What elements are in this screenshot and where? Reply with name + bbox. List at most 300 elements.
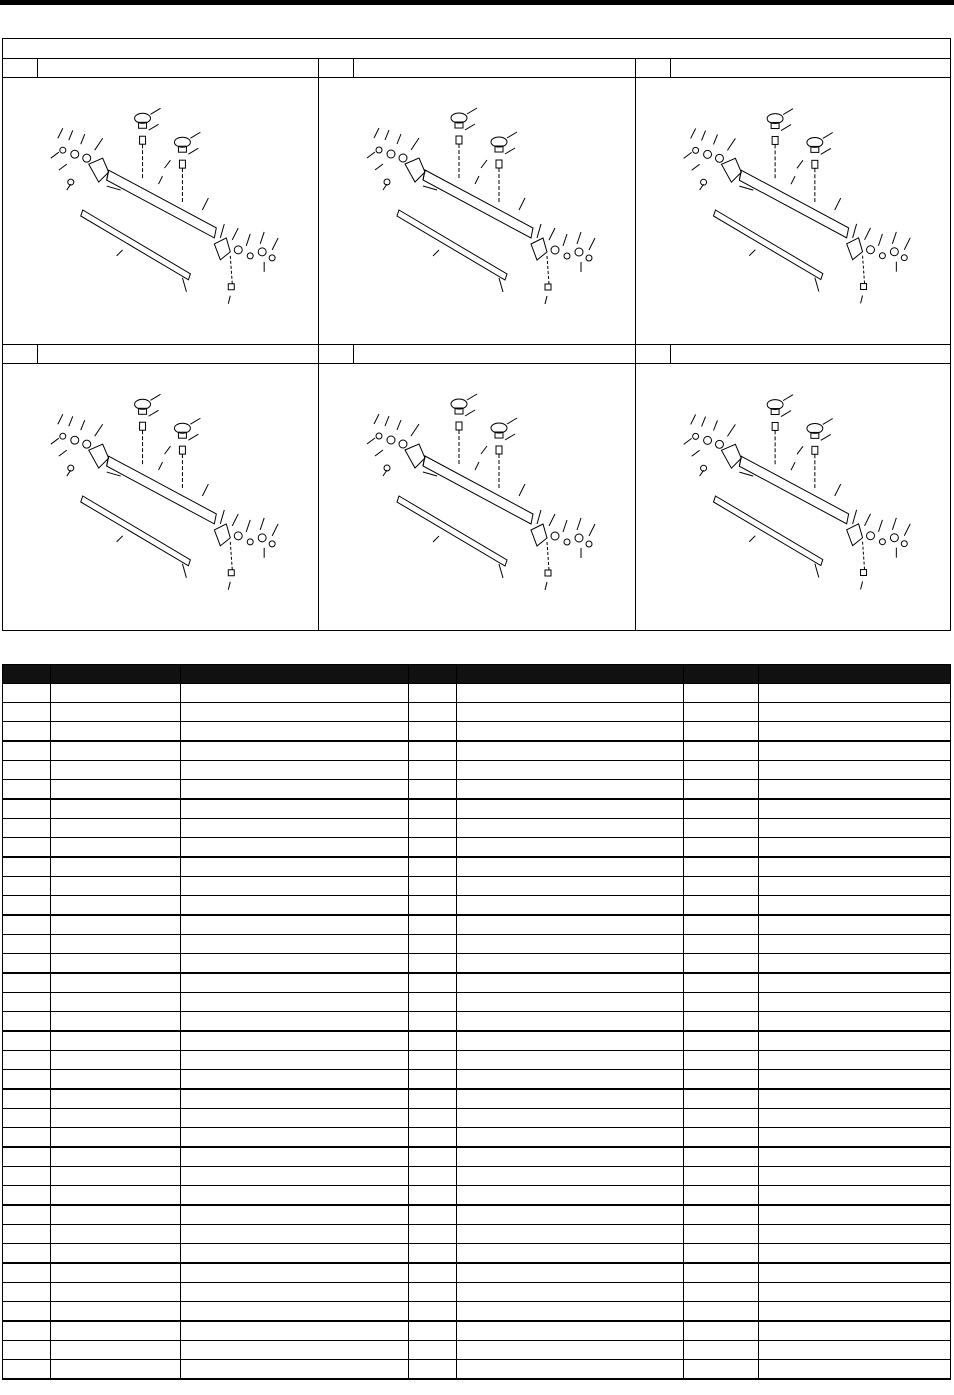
table-cell [409,1302,457,1322]
table-cell [684,819,759,838]
col-header [684,665,759,684]
table-cell [684,1070,759,1090]
table-cell [3,1167,51,1186]
table-cell [457,761,684,780]
table-cell [409,838,457,858]
table-cell [409,799,457,819]
table-cell [181,780,409,800]
table-cell [3,935,51,954]
table-cell [457,1109,684,1128]
table-cell [51,896,181,916]
panel-header [636,345,950,364]
panel-header [636,59,950,78]
table-cell [759,1031,951,1051]
table-cell [409,896,457,916]
table-cell [457,819,684,838]
table-cell [181,703,409,722]
table-cell [181,741,409,761]
diagram-panel [3,59,319,345]
table-cell [3,915,51,935]
table-cell [684,1321,759,1341]
table-cell [3,1051,51,1070]
exploded-drawing [636,78,950,344]
table-cell [759,973,951,993]
table-cell [457,1089,684,1109]
exploded-drawing [319,364,635,630]
table-cell [3,1283,51,1302]
table-cell [457,1128,684,1148]
table-cell [759,1167,951,1186]
table-cell [409,1128,457,1148]
table-cell [51,1012,181,1032]
table-cell [457,896,684,916]
table-cell [3,1089,51,1109]
table-cell [181,1225,409,1244]
table-cell [51,993,181,1012]
col-header [51,665,181,684]
panel-number-cell [3,345,38,363]
table-cell [409,722,457,742]
table-cell [684,1089,759,1109]
table-cell [409,915,457,935]
table-cell [3,1263,51,1283]
table-cell [51,1109,181,1128]
table-cell [684,722,759,742]
table-row [3,722,951,742]
table-cell [51,1283,181,1302]
table-cell [457,935,684,954]
table-cell [684,954,759,974]
table-cell [409,1109,457,1128]
table-cell [457,1167,684,1186]
table-row [3,1089,951,1109]
table-cell [457,684,684,703]
table-cell [3,1031,51,1051]
table-cell [759,1360,951,1380]
table-cell [51,1321,181,1341]
table-cell [409,1147,457,1167]
table-cell [457,703,684,722]
table-cell [181,993,409,1012]
table-cell [409,1051,457,1070]
col-header [457,665,684,684]
table-row [3,819,951,838]
table-cell [409,741,457,761]
table-cell [759,857,951,877]
table-cell [684,1167,759,1186]
table-cell [457,1244,684,1264]
exploded-drawing [3,364,318,630]
table-cell [457,1341,684,1360]
table-cell [51,684,181,703]
table-cell [457,1302,684,1322]
table-cell [51,1225,181,1244]
table-row [3,1321,951,1341]
table-cell [51,1070,181,1090]
table-row [3,1186,951,1206]
table-cell [181,1263,409,1283]
table-row [3,1225,951,1244]
table-cell [457,1205,684,1225]
table-cell [684,877,759,896]
table-cell [409,1031,457,1051]
table-cell [457,857,684,877]
table-cell [684,973,759,993]
table-cell [409,1070,457,1090]
table-cell [3,838,51,858]
frame-header [3,39,950,59]
table-cell [457,1283,684,1302]
table-header-row [3,665,951,684]
table-cell [3,741,51,761]
table-cell [684,896,759,916]
col-header [409,665,457,684]
table-cell [181,1283,409,1302]
table-cell [181,1031,409,1051]
table-cell [759,1109,951,1128]
table-cell [3,857,51,877]
table-cell [684,857,759,877]
table-row [3,857,951,877]
table-row [3,780,951,800]
blade-assembly-illustration [636,364,950,630]
blade-assembly-illustration [3,78,318,344]
table-cell [409,1089,457,1109]
table-row [3,1302,951,1322]
table-cell [409,1283,457,1302]
panel-header [3,345,318,364]
table-cell [51,877,181,896]
table-cell [759,896,951,916]
table-row [3,761,951,780]
table-row [3,1012,951,1032]
blade-assembly-illustration [636,78,950,344]
table-cell [759,877,951,896]
table-row [3,703,951,722]
table-cell [181,1070,409,1090]
table-row [3,1128,951,1148]
col-header [759,665,951,684]
table-cell [457,1186,684,1206]
table-cell [181,857,409,877]
table-cell [51,1147,181,1167]
table-cell [684,1147,759,1167]
table-cell [457,1147,684,1167]
table-cell [684,1051,759,1070]
table-cell [51,973,181,993]
table-cell [3,896,51,916]
table-cell [3,1109,51,1128]
table-cell [181,1147,409,1167]
table-row [3,915,951,935]
table-cell [51,819,181,838]
table-row [3,1341,951,1360]
table-row [3,1109,951,1128]
diagram-panel [3,345,319,630]
table-cell [684,915,759,935]
table-cell [409,1225,457,1244]
table-cell [457,1263,684,1283]
table-cell [181,838,409,858]
table-cell [684,1186,759,1206]
table-cell [759,722,951,742]
table-cell [3,684,51,703]
table-cell [759,703,951,722]
table-cell [3,1205,51,1225]
table-cell [457,741,684,761]
table-cell [181,1321,409,1341]
table-cell [457,1051,684,1070]
table-row [3,799,951,819]
table-cell [51,954,181,974]
table-cell [3,1321,51,1341]
exploded-drawing [319,78,635,344]
table-row [3,1360,951,1380]
table-cell [181,1244,409,1264]
table-cell [409,1205,457,1225]
table-cell [409,703,457,722]
table-cell [51,935,181,954]
table-cell [759,1186,951,1206]
table-cell [409,857,457,877]
table-cell [684,761,759,780]
col-header [3,665,51,684]
table-cell [51,1167,181,1186]
exploded-drawing [636,364,950,630]
table-cell [684,1109,759,1128]
table-cell [759,1012,951,1032]
table-cell [51,761,181,780]
table-cell [457,1225,684,1244]
table-row [3,896,951,916]
exploded-drawing [3,78,318,344]
table-row [3,1283,951,1302]
table-cell [457,1031,684,1051]
table-cell [457,780,684,800]
table-cell [3,1012,51,1032]
panel-number-cell [3,59,38,77]
table-cell [684,1128,759,1148]
table-row [3,877,951,896]
table-cell [759,1089,951,1109]
table-cell [684,799,759,819]
table-cell [759,935,951,954]
diagram-panel [636,345,950,630]
table-cell [759,780,951,800]
table-cell [409,1321,457,1341]
table-cell [51,799,181,819]
table-cell [181,1089,409,1109]
table-cell [181,761,409,780]
table-cell [409,993,457,1012]
table-cell [457,1360,684,1380]
table-cell [409,761,457,780]
table-cell [759,1205,951,1225]
table-cell [409,973,457,993]
table-cell [181,896,409,916]
table-cell [684,993,759,1012]
panel-number-cell [319,59,354,77]
col-header [181,665,409,684]
table-cell [181,1205,409,1225]
table-cell [759,1263,951,1283]
panel-number-cell [636,345,671,363]
table-cell [181,799,409,819]
table-cell [51,1263,181,1283]
table-cell [457,915,684,935]
table-cell [51,703,181,722]
table-cell [181,1360,409,1380]
table-cell [51,1051,181,1070]
blade-assembly-illustration [319,364,635,630]
table-cell [759,1302,951,1322]
table-cell [51,1302,181,1322]
table-cell [684,703,759,722]
table-cell [457,722,684,742]
table-cell [684,780,759,800]
table-cell [759,684,951,703]
table-cell [3,877,51,896]
table-cell [51,1341,181,1360]
table-cell [684,684,759,703]
table-row [3,973,951,993]
table-cell [684,1205,759,1225]
table-cell [181,935,409,954]
table-cell [3,1225,51,1244]
table-cell [3,1302,51,1322]
table-row [3,1070,951,1090]
table-cell [181,1167,409,1186]
table-cell [51,780,181,800]
table-cell [3,1147,51,1167]
table-cell [409,780,457,800]
table-cell [684,1012,759,1032]
table-cell [181,1109,409,1128]
table-cell [759,1341,951,1360]
table-cell [457,993,684,1012]
table-cell [759,1225,951,1244]
table-cell [51,722,181,742]
table-cell [181,819,409,838]
table-cell [457,954,684,974]
table-cell [3,973,51,993]
table-cell [759,1147,951,1167]
table-cell [181,1341,409,1360]
table-cell [759,1128,951,1148]
diagram-panel [636,59,950,345]
table-cell [3,703,51,722]
table-cell [51,1089,181,1109]
table-cell [759,741,951,761]
table-row [3,1263,951,1283]
table-cell [409,1360,457,1380]
table-cell [409,819,457,838]
table-row [3,1244,951,1264]
table-cell [3,1070,51,1090]
table-cell [684,741,759,761]
table-cell [457,877,684,896]
table-cell [51,1244,181,1264]
table-row [3,1147,951,1167]
table-cell [759,1244,951,1264]
table-cell [684,1031,759,1051]
table-row [3,1167,951,1186]
table-cell [181,722,409,742]
table-cell [51,1031,181,1051]
table-cell [409,684,457,703]
table-cell [457,799,684,819]
table-row [3,741,951,761]
table-cell [409,1244,457,1264]
panel-number-cell [636,59,671,77]
table-cell [3,819,51,838]
table-cell [457,1321,684,1341]
table-cell [3,780,51,800]
table-cell [684,1341,759,1360]
table-cell [759,819,951,838]
table-row [3,684,951,703]
table-cell [51,1128,181,1148]
table-cell [457,1070,684,1090]
table-cell [3,993,51,1012]
table-cell [181,915,409,935]
table-cell [759,838,951,858]
table-row [3,838,951,858]
table-cell [759,993,951,1012]
table-cell [759,761,951,780]
table-cell [409,1341,457,1360]
table-cell [457,973,684,993]
table-cell [409,935,457,954]
table-cell [759,1283,951,1302]
table-cell [181,1128,409,1148]
table-cell [51,857,181,877]
panel-header [3,59,318,78]
table-row [3,935,951,954]
table-cell [3,1128,51,1148]
table-row [3,1051,951,1070]
table-cell [759,915,951,935]
table-cell [51,838,181,858]
table-cell [181,877,409,896]
table-cell [3,1360,51,1380]
table-cell [409,954,457,974]
table-cell [684,1360,759,1380]
parts-list-table [2,664,951,1380]
table-cell [51,915,181,935]
table-cell [3,761,51,780]
table-cell [181,1051,409,1070]
table-cell [684,1244,759,1264]
table-cell [409,1186,457,1206]
top-rule [0,0,954,5]
table-row [3,1031,951,1051]
panel-header [319,345,635,364]
table-cell [3,722,51,742]
table-cell [759,1321,951,1341]
table-cell [181,1012,409,1032]
blade-assembly-illustration [3,364,318,630]
table-row [3,1205,951,1225]
table-cell [409,1012,457,1032]
table-cell [759,1070,951,1090]
table-cell [409,1167,457,1186]
table-cell [759,1051,951,1070]
table-cell [181,954,409,974]
table-cell [3,1244,51,1264]
table-cell [759,954,951,974]
blade-assembly-illustration [319,78,635,344]
